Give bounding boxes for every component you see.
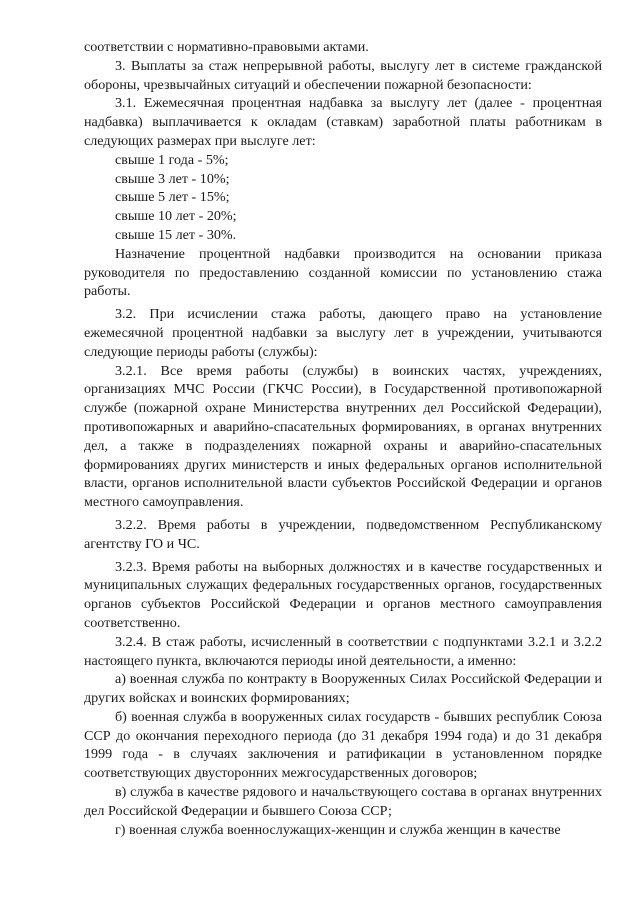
paragraph-3-2-1: 3.2.1. Все время работы (службы) в воинских частях, учреждениях, организациях МЧС России (ГКЧС России), в Государственной противопожарной службе (пожарной охране Министерства внутренних дел Российской Федерации), противопожарных и аварийно-спасательных формированиях, в органах внутренних дел, а также в подразделениях пожарной охраны и аварийно-спасательных формированиях других министерств и иных федеральных органов исполнительной власти, органов исполнительной власти субъектов Российской Федерации и органов местного самоуправления. [84,362,602,511]
paragraph-continuation: соответствии с нормативно-правовыми актами. [84,39,369,55]
paragraph-3-2-4: 3.2.4. В стаж работы, исчисленный в соответствии с подпунктами 3.2.1 и 3.2.2 настоящего пункта, включаются периоды иной деятельности, а именно: [84,633,602,669]
seniority-tier-item: свыше 5 лет - 15%; [115,189,230,206]
paragraph-3-2-2: 3.2.2. Время работы в учреждении, подведомственном Республиканскому агентству ГО и ЧС. [84,516,602,552]
seniority-tier-list [84,151,602,245]
seniority-tier-item: свыше 3 лет - 10%; [115,170,230,187]
seniority-tier-item: свыше 10 лет - 20%; [115,208,237,225]
paragraph-item-b: б) военная служба в вооруженных силах государств - бывших республик Союза ССР до окончания переходного периода (до 31 декабря 1994 года) и до 31 декабря 1999 года - в случаях заключения и ратификации в установленном порядке соответствующих двусторонних межгосударственных договоров; [84,708,602,782]
seniority-tier-item: свыше 1 года - 5%; [115,151,229,168]
paragraph-3-1: 3.1. Ежемесячная процентная надбавка за выслугу лет (далее - процентная надбавка) выплачивается к окладам (ставкам) заработной платы работникам в следующих размерах при выслуге лет: [84,95,602,149]
paragraph-3-2-3: 3.2.3. Время работы на выборных должностях и в качестве государственных и муниципальных служащих федеральных государственных органов, государственных органов субъектов Российской Федерации и органов местного самоуправления соответственно. [84,558,602,631]
seniority-tier-item: свыше 15 лет - 30%. [115,226,237,243]
paragraph-item-v: в) служба в качестве рядового и начальствующего состава в органах внутренних дел Российской Федерации и бывшего Союза ССР; [84,784,602,819]
paragraph-item-a: а) военная служба по контракту в Вооруженных Силах Российской Федерации и других войсках и воинских формированиях; [84,671,602,707]
paragraph-appointment: Назначение процентной надбавки производится на основании приказа руководителя по предоставлению созданной комиссии по установлению стажа работы. [84,245,602,300]
paragraph-item-g: г) военная служба военнослужащих-женщин и служба женщин в качестве [115,821,561,838]
paragraph-section-3: 3. Выплаты за стаж непрерывной работы, выслугу лет в системе гражданской обороны, чрезвычайных ситуаций и обеспечении пожарной безопасности: [84,57,602,93]
paragraph-3-2: 3.2. При исчислении стажа работы, дающего право на установление ежемесячной процентной надбавки за выслугу лет в учреждении, учитываются следующие периоды работы (службы): [84,306,602,360]
document-body [84,38,602,839]
